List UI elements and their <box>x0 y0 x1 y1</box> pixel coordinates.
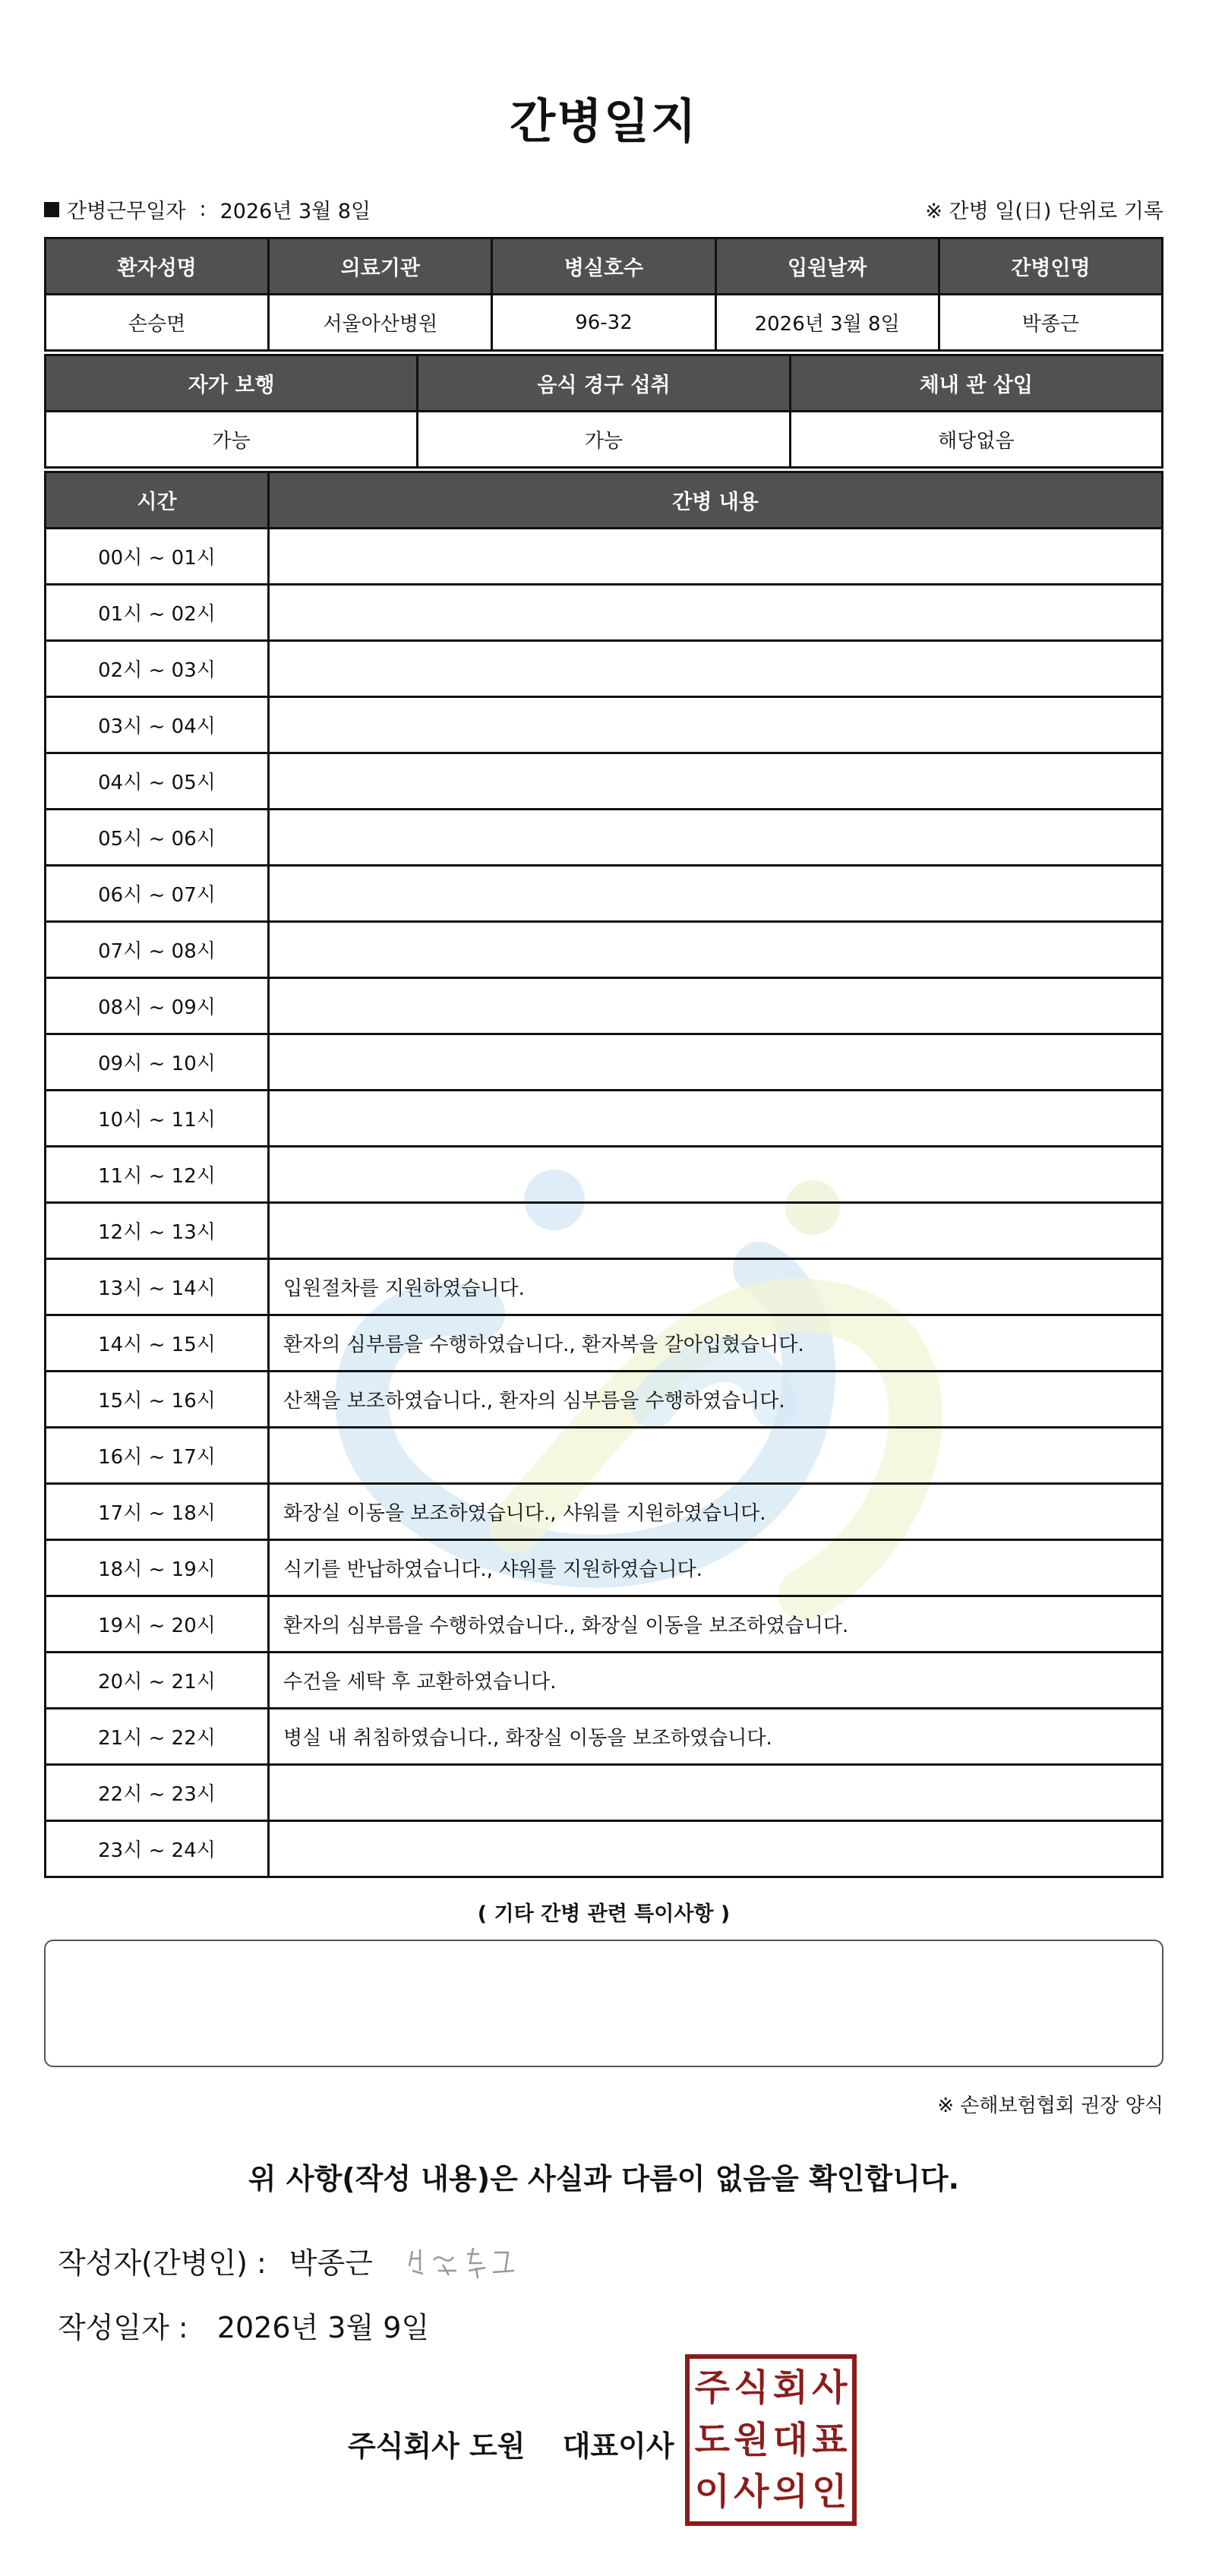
table-row <box>46 1428 1163 1484</box>
table-row <box>46 1091 1163 1147</box>
time-cell: 14시 ~ 15시 <box>46 1315 269 1372</box>
table-row <box>46 1315 1163 1372</box>
writer-line <box>58 2237 548 2283</box>
time-cell: 07시 ~ 08시 <box>46 922 269 978</box>
table-row <box>46 1765 1163 1821</box>
care-content-cell <box>269 1034 1163 1091</box>
seal-character: 원 <box>734 2418 769 2461</box>
time-cell: 21시 ~ 22시 <box>46 1709 269 1765</box>
patient-info-table <box>44 237 1163 352</box>
time-cell: 20시 ~ 21시 <box>46 1653 269 1709</box>
care-log-table <box>44 471 1163 1878</box>
care-content-cell: 입원절차를 지원하였습니다. <box>269 1259 1163 1315</box>
table-row <box>46 585 1163 641</box>
seal-character: 도 <box>694 2418 730 2461</box>
table-row <box>46 697 1163 753</box>
table-row <box>46 1259 1163 1315</box>
care-content-cell <box>269 641 1163 697</box>
care-content-cell <box>269 697 1163 753</box>
record-unit-note: ※ 간병 일(日) 단위로 기록 <box>925 200 1163 223</box>
seal-character: 이 <box>694 2470 730 2514</box>
table-row <box>46 922 1163 978</box>
time-cell: 00시 ~ 01시 <box>46 529 269 585</box>
care-content-cell: 병실 내 취침하였습니다., 화장실 이동을 보조하였습니다. <box>269 1709 1163 1765</box>
company-signature-line <box>348 2423 674 2464</box>
handwritten-signature <box>403 2237 548 2283</box>
admission-date-header: 입원날짜 <box>715 238 939 295</box>
time-cell: 17시 ~ 18시 <box>46 1484 269 1540</box>
seal-character: 사 <box>734 2470 769 2514</box>
time-cell: 02시 ~ 03시 <box>46 641 269 697</box>
confirmation-statement: 위 사항(작성 내용)은 사실과 다름이 없음을 확인합니다. <box>248 2162 960 2196</box>
care-content-cell <box>269 585 1163 641</box>
care-content-cell: 식기를 반납하였습니다., 샤워를 지원하였습니다. <box>269 1540 1163 1596</box>
oral-intake-header: 음식 경구 섭취 <box>418 355 790 412</box>
written-date-label: 작성일자 : <box>58 2311 188 2344</box>
time-cell: 01시 ~ 02시 <box>46 585 269 641</box>
caregiver-name-header: 간병인명 <box>939 238 1162 295</box>
care-content-cell: 산책을 보조하였습니다., 환자의 심부름을 수행하였습니다. <box>269 1372 1163 1428</box>
seal-character: 대 <box>772 2418 808 2461</box>
table-row <box>46 753 1163 810</box>
time-cell: 03시 ~ 04시 <box>46 697 269 753</box>
table-row <box>46 529 1163 585</box>
patient-name-value: 손승면 <box>46 295 269 351</box>
care-content-cell <box>269 529 1163 585</box>
care-content-cell <box>269 1091 1163 1147</box>
self-walking-header: 자가 보행 <box>46 355 418 412</box>
caregiver-name-value: 박종근 <box>939 295 1162 351</box>
time-cell: 09시 ~ 10시 <box>46 1034 269 1091</box>
time-cell: 06시 ~ 07시 <box>46 866 269 922</box>
time-cell: 05시 ~ 06시 <box>46 810 269 866</box>
seal-character: 표 <box>812 2418 848 2461</box>
remarks-box <box>44 1940 1163 2067</box>
time-cell: 19시 ~ 20시 <box>46 1596 269 1653</box>
writer-label: 작성자(간병인) : <box>58 2246 267 2280</box>
care-content-cell <box>269 1147 1163 1203</box>
table-row <box>46 978 1163 1034</box>
seal-character: 회 <box>772 2366 808 2409</box>
room-number-header: 병실호수 <box>492 238 715 295</box>
patient-status-table <box>44 354 1163 469</box>
care-content-cell <box>269 978 1163 1034</box>
work-date-separator: : <box>199 197 207 221</box>
oral-intake-value: 가능 <box>418 412 790 468</box>
care-content-cell: 화장실 이동을 보조하였습니다., 샤워를 지원하였습니다. <box>269 1484 1163 1540</box>
care-content-cell <box>269 922 1163 978</box>
seal-character: 사 <box>812 2366 848 2409</box>
table-row <box>46 810 1163 866</box>
care-content-cell <box>269 1203 1163 1259</box>
care-content-cell <box>269 866 1163 922</box>
document-title: 간병일지 <box>510 93 698 149</box>
table-row <box>46 1709 1163 1765</box>
time-cell: 08시 ~ 09시 <box>46 978 269 1034</box>
time-cell: 12시 ~ 13시 <box>46 1203 269 1259</box>
care-content-cell <box>269 1765 1163 1821</box>
table-row <box>46 1653 1163 1709</box>
table-row <box>46 1484 1163 1540</box>
care-content-cell <box>269 1821 1163 1877</box>
time-cell: 18시 ~ 19시 <box>46 1540 269 1596</box>
seal-character: 식 <box>734 2366 769 2409</box>
table-row <box>46 1596 1163 1653</box>
time-cell: 15시 ~ 16시 <box>46 1372 269 1428</box>
work-date-value: 2026년 3월 8일 <box>219 200 371 223</box>
work-date-line <box>44 194 1163 225</box>
care-content-cell: 수건을 세탁 후 교환하였습니다. <box>269 1653 1163 1709</box>
time-cell: 10시 ~ 11시 <box>46 1091 269 1147</box>
tube-insertion-value: 해당없음 <box>790 412 1162 468</box>
time-cell: 16시 ~ 17시 <box>46 1428 269 1484</box>
patient-name-header: 환자성명 <box>46 238 269 295</box>
seal-character: 인 <box>812 2470 848 2514</box>
representative-title: 대표이사 <box>562 2429 674 2463</box>
room-number-value: 96-32 <box>492 295 715 351</box>
table-row <box>46 866 1163 922</box>
form-source-note: ※ 손해보험협회 권장 양식 <box>937 2095 1163 2117</box>
care-content-cell <box>269 753 1163 810</box>
care-content-cell <box>269 810 1163 866</box>
remarks-title: ( 기타 간병 관련 특이사항 ) <box>477 1902 731 1926</box>
table-row <box>46 1372 1163 1428</box>
work-date-label: 간병근무일자 <box>67 200 186 223</box>
hospital-header: 의료기관 <box>269 238 492 295</box>
time-cell: 11시 ~ 12시 <box>46 1147 269 1203</box>
table-row <box>46 1540 1163 1596</box>
table-row <box>46 1203 1163 1259</box>
tube-insertion-header: 체내 관 삽입 <box>790 355 1162 412</box>
seal-character: 의 <box>772 2470 808 2514</box>
time-cell: 13시 ~ 14시 <box>46 1259 269 1315</box>
care-content-header: 간병 내용 <box>269 472 1163 529</box>
time-cell: 04시 ~ 05시 <box>46 753 269 810</box>
time-cell: 22시 ~ 23시 <box>46 1765 269 1821</box>
self-walking-value: 가능 <box>46 412 418 468</box>
company-name: 주식회사 도원 <box>348 2429 526 2463</box>
square-bullet-icon <box>44 202 59 217</box>
table-row <box>46 1034 1163 1091</box>
table-row <box>46 641 1163 697</box>
care-content-cell: 환자의 심부름을 수행하였습니다., 화장실 이동을 보조하였습니다. <box>269 1596 1163 1653</box>
written-date-value: 2026년 3월 9일 <box>216 2311 430 2344</box>
time-header: 시간 <box>46 472 269 529</box>
care-log-body <box>46 529 1163 1877</box>
care-content-cell: 환자의 심부름을 수행하였습니다., 환자복을 갈아입혔습니다. <box>269 1315 1163 1372</box>
company-seal-stamp <box>685 2354 857 2526</box>
care-content-cell <box>269 1428 1163 1484</box>
written-date-line <box>58 2304 429 2346</box>
table-row <box>46 1821 1163 1877</box>
admission-date-value: 2026년 3월 8일 <box>715 295 939 351</box>
time-cell: 23시 ~ 24시 <box>46 1821 269 1877</box>
hospital-value: 서울아산병원 <box>269 295 492 351</box>
writer-name: 박종근 <box>289 2246 373 2280</box>
table-row <box>46 1147 1163 1203</box>
seal-character: 주 <box>694 2366 730 2409</box>
